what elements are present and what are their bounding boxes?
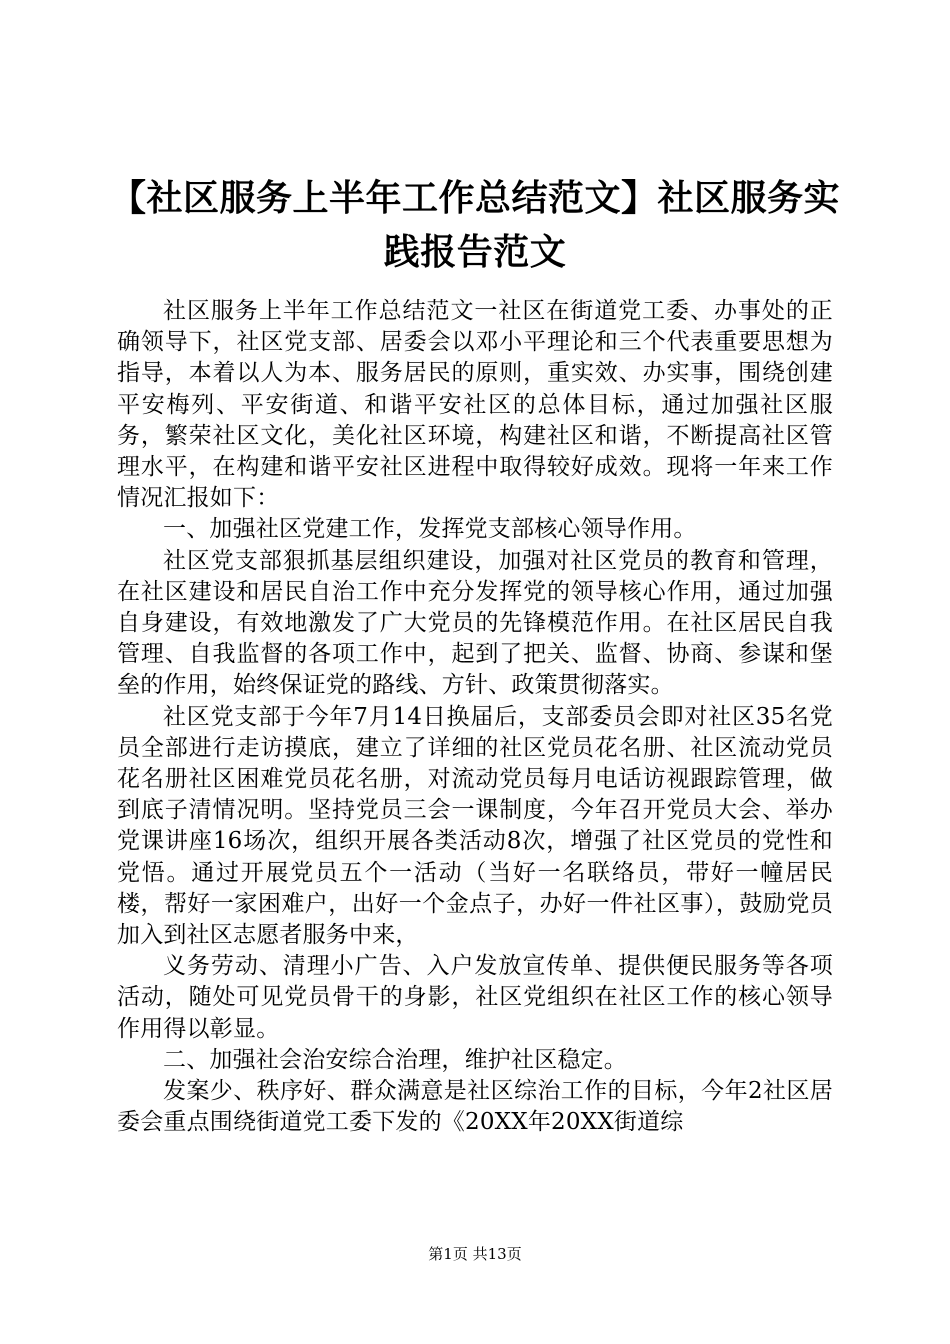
section-heading-2: 二、加强社会治安综合治理，维护社区稳定。 — [163, 1046, 627, 1073]
paragraph-party-members: 社区党支部于今年7月14日换届后，支部委员会即对社区35名党员全部进行走访摸底，建立了详细的社区党员花名册、社区流动党员花名册社区困难党员花名册，对流动党员每月电话访视跟踪管理，做到底子清情况明。坚持党员三会一课制度，今年召开党员大会、举办党课讲座16场次，组织开展各类活动8次，增强了社区党员的党性和党悟。通过开展党员五个一活动（当好一名联络员，带好一幢居民楼，帮好一家困难户，出好一个金点子，办好一件社区事），鼓励党员加入到社区志愿者服务中来， — [117, 703, 833, 949]
document-body — [117, 296, 833, 1138]
section-heading-1: 一、加强社区党建工作，发挥党支部核心领导作用。 — [163, 516, 697, 543]
paragraph-public-security: 发案少、秩序好、群众满意是社区综治工作的目标，今年2社区居委会重点围绕街道党工委下发的《20XX年20XX街道综 — [117, 1078, 833, 1136]
paragraph-volunteer-activities: 义务劳动、清理小广告、入户发放宣传单、提供便民服务等各项活动，随处可见党员骨干的身影，社区党组织在社区工作的核心领导作用得以彰显。 — [117, 953, 833, 1042]
document-title: 【社区服务上半年工作总结范文】社区服务实践报告范文 — [109, 178, 840, 273]
paragraph-party-building: 社区党支部狠抓基层组织建设，加强对社区党员的教育和管理，在社区建设和居民自治工作中充分发挥党的领导核心作用，通过加强自身建设，有效地激发了广大党员的先锋模范作用。在社区居民自我管理、自我监督的各项工作中，起到了把关、监督、协商、参谋和堡垒的作用，始终保证党的路线、方针、政策贯彻落实。 — [117, 547, 833, 699]
page-footer: 第1页 共13页 — [428, 1245, 522, 1263]
paragraph-intro: 社区服务上半年工作总结范文一社区在街道党工委、办事处的正确领导下，社区党支部、居委会以邓小平理论和三个代表重要思想为指导，本着以人为本、服务居民的原则，重实效、办实事，围绕创建平安梅列、平安街道、和谐平安社区的总体目标，通过加强社区服务，繁荣社区文化，美化社区环境，构建社区和谐，不断提高社区管理水平，在构建和谐平安社区进程中取得较好成效。现将一年来工作情况汇报如下： — [117, 298, 833, 512]
